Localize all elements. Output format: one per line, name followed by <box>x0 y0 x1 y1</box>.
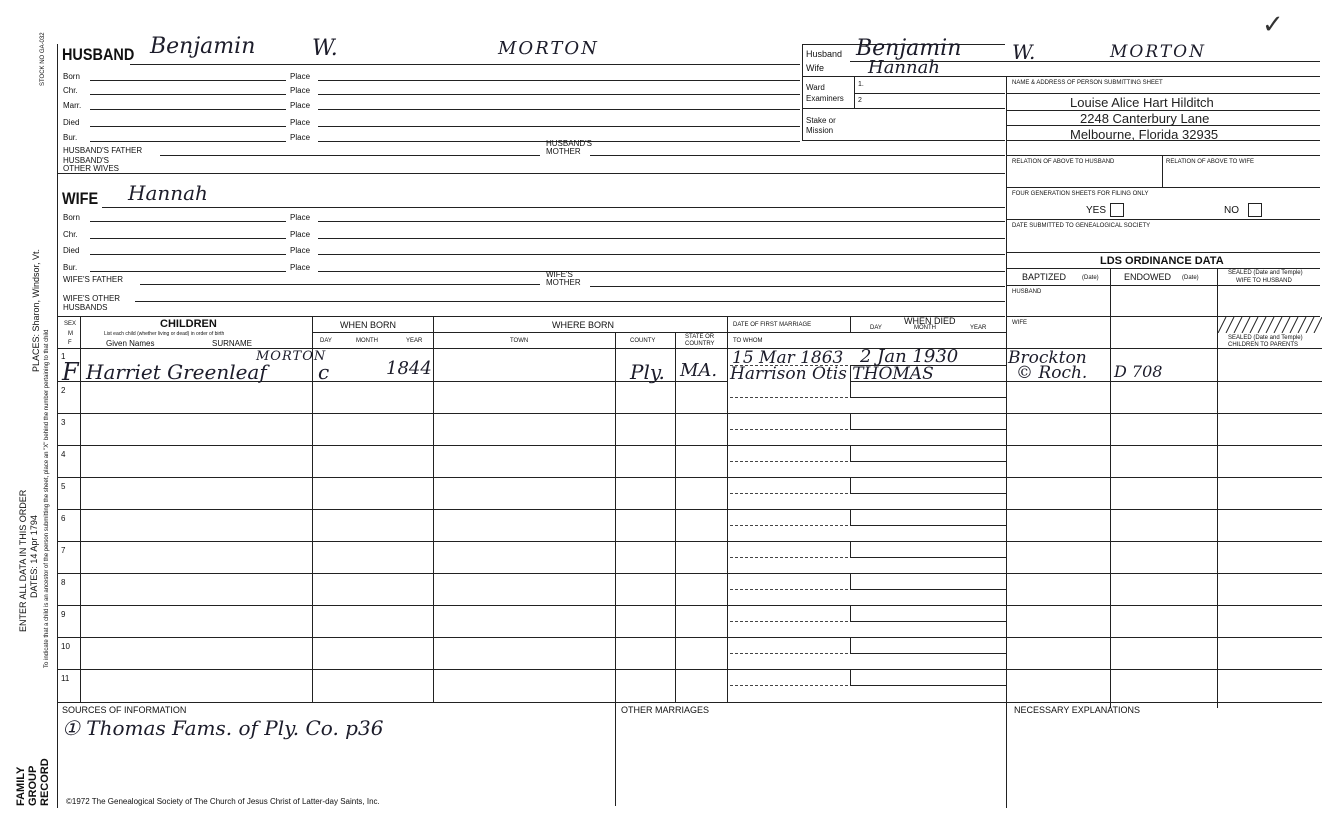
topright-husband-middle: W. <box>1012 40 1036 64</box>
child1-spouse: Harrison Otis THOMAS <box>730 364 934 384</box>
record-label: RECORD <box>39 758 51 806</box>
no-label: NO <box>1224 205 1239 216</box>
no-checkbox[interactable] <box>1248 203 1262 217</box>
husbands-father-label: HUSBAND'S FATHER <box>63 146 143 155</box>
sealed-children-label-2: CHILDREN TO PARENTS <box>1228 342 1299 348</box>
enter-all-data-note: ENTER ALL DATA IN THIS ORDER <box>18 489 28 632</box>
lds-wife-label: WIFE <box>1012 320 1027 326</box>
sealed-wife-label-2: WIFE TO HUSBAND <box>1236 278 1292 284</box>
child1-surname: MORTON <box>256 349 327 364</box>
topright-wife-name: Hannah <box>868 57 940 78</box>
husbands-mother-label: HUSBAND'S MOTHER <box>546 139 592 156</box>
topright-husband-given: Benjamin <box>856 36 962 61</box>
child1-county: Ply. <box>630 360 665 384</box>
endowed-label: ENDOWED <box>1124 272 1171 282</box>
necessary-explanations-label: NECESSARY EXPLANATIONS <box>1014 705 1141 715</box>
group-label: GROUP <box>27 765 39 806</box>
dates-note: DATES: 14 Apr 1794 <box>29 515 39 598</box>
stock-number: STOCK NO GA-032 <box>40 32 46 86</box>
sealed-children-label-1: SEALED (Date and Temple) <box>1228 335 1303 341</box>
child1-sex: F <box>62 358 79 386</box>
wife-name: Hannah <box>128 181 208 205</box>
child1-given-names: Harriet Greenleaf <box>86 360 267 384</box>
copyright: ©1972 The Genealogical Society of The Church of Jesus Christ of Latter-day Saints, Inc. <box>66 797 380 806</box>
family-label: FAMILY <box>15 766 27 806</box>
topright-wife-label: Wife <box>806 63 824 73</box>
mission-label: Mission <box>806 126 834 135</box>
topright-husband-label: Husband <box>806 49 843 59</box>
sources-label: SOURCES OF INFORMATION <box>62 705 187 715</box>
children-title: CHILDREN <box>160 318 217 330</box>
husband-surname: MORTON <box>498 38 599 59</box>
relation-wife-label: RELATION OF ABOVE TO WIFE <box>1166 159 1255 165</box>
topright-husband-surname: MORTON <box>1110 42 1206 62</box>
other-marriages-label: OTHER MARRIAGES <box>621 705 710 715</box>
lds-ordinance-title: LDS ORDINANCE DATA <box>1100 255 1224 267</box>
baptized-label: BAPTIZED <box>1022 272 1067 282</box>
places-note: PLACES: Sharon, Windsor, Vt. <box>31 248 41 372</box>
indicate-ancestor-note: To indicate that a child is an ancestor of the person submitting the sheet, place an "X" behind the number pertaining to that child <box>44 329 50 668</box>
child1-died-place: Brockton <box>1008 348 1087 368</box>
wife-heading: WIFE <box>62 189 99 208</box>
child1-state: MA. <box>680 360 718 381</box>
yes-label: YES <box>1086 205 1107 216</box>
examiners-label: Examiners <box>806 94 844 103</box>
husband-given-name: Benjamin <box>150 34 256 59</box>
wifes-mother-label: WIFE'S MOTHER <box>546 270 581 287</box>
sources-entry: ① Thomas Fams. of Ply. Co. p36 <box>62 716 384 740</box>
wifes-father-label: WIFE'S FATHER <box>63 275 124 284</box>
husband-heading: HUSBAND <box>62 45 135 64</box>
yes-checkbox[interactable] <box>1110 203 1124 217</box>
wifes-other-husbands-label: WIFE'S OTHER HUSBANDS <box>63 294 121 312</box>
stake-label: Stake or <box>806 116 836 125</box>
submitter-label: NAME & ADDRESS OF PERSON SUBMITTING SHEET <box>1012 80 1163 86</box>
child1-died-place-2: © Roch. <box>1016 363 1088 383</box>
sealed-wife-label-1: SEALED (Date and Temple) <box>1228 270 1303 276</box>
submitter-line-1: Louise Alice Hart Hilditch <box>1070 95 1214 110</box>
child1-marriage-date: 15 Mar 1863 <box>732 348 844 368</box>
submitter-line-3: Melbourne, Florida 32935 <box>1070 127 1219 142</box>
husband-middle-initial: W. <box>312 36 338 61</box>
child1-died-date: 2 Jan 1930 <box>860 346 959 367</box>
left-frame-line <box>57 44 58 808</box>
lds-husband-label: HUSBAND <box>1012 289 1042 295</box>
child1-born-year: 1844 <box>386 358 432 379</box>
child1-ordinance: D 708 <box>1114 362 1163 381</box>
husbands-other-wives-label: HUSBAND'S OTHER WIVES <box>63 156 120 173</box>
ward-label: Ward <box>806 83 825 92</box>
submitter-line-2: 2248 Canterbury Lane <box>1080 111 1210 126</box>
relation-husband-label: RELATION OF ABOVE TO HUSBAND <box>1012 159 1115 165</box>
hatched-area <box>1218 317 1322 333</box>
checkmark-icon: ✓ <box>1262 10 1284 40</box>
child1-born-circa: c <box>318 360 330 384</box>
four-generation-label: FOUR GENERATION SHEETS FOR FILING ONLY <box>1012 191 1149 197</box>
date-submitted-label: DATE SUBMITTED TO GENEALOGICAL SOCIETY <box>1012 223 1151 229</box>
